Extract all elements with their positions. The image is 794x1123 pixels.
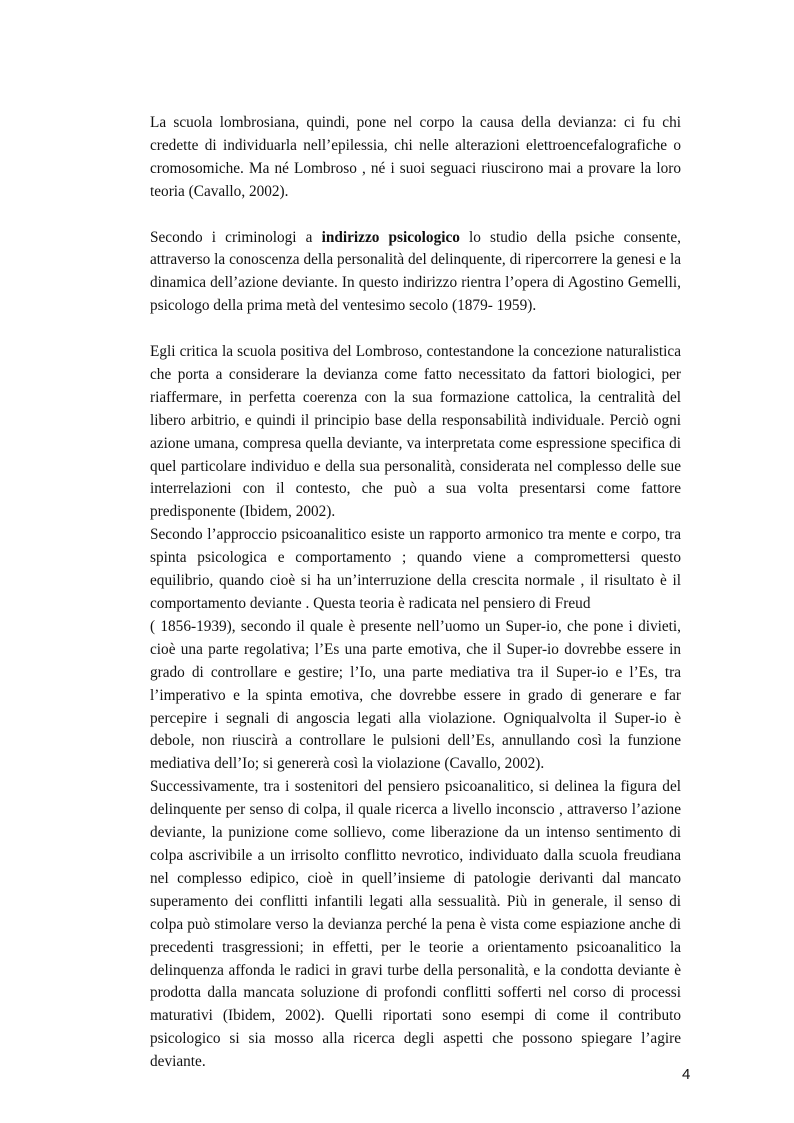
- bold-term: indirizzo psicologico: [321, 228, 460, 246]
- paragraph-text: lo studio della psiche consente, attraverso la conoscenza della personalità del delinquente, di ripercorrere la genesi e la dinamica dell’azione deviante. In questo indirizzo rientra l’opera di Agostino Gemelli, psicologo della prima metà del ventesimo secolo (1879- 1959).: [150, 228, 681, 315]
- paragraph-lombroso: La scuola lombrosiana, quindi, pone nel corpo la causa della devianza: ci fu chi credette di individuarla nell’epilessia, chi nelle alterazioni elettroencefalografiche o cromosomiche. Ma né Lombroso , né i suoi seguaci riuscirono mai a provare la loro teoria (Cavallo, 2002).: [150, 114, 681, 200]
- paragraph-text: Secondo i criminologi a: [150, 228, 322, 246]
- document-body: [150, 112, 681, 1074]
- paragraph-psicoanalitico: [150, 524, 681, 776]
- paragraph-text: ( 1856-1939), secondo il quale è presente nell’uomo un Super-io, che pone i divieti, cioè una parte regolativa; l’Es una parte emotiva, che il Super-io dovrebbe essere in grado di controllare e gestire; l’Io, una parte mediativa tra il Super-io e l’Es, tra l’imperativo e la spinta emotiva, che dovrebbe essere in grado di generare e far percepire i segnali di angoscia legati alla violazione. Ogniqualvolta il Super-io è debole, non riuscirà a controllare le pulsioni dell’Es, annullando così la funzione mediativa dell’Io; si genererà così la violazione (Cavallo, 2002).: [150, 617, 681, 773]
- paragraph-gemelli: Egli critica la scuola positiva del Lombroso, contestandone la concezione naturalistica che porta a considerare la devianza come fatto necessitato da fattori biologici, per riaffermare, in perfetta coerenza con la sua formazione cattolica, la centralità del libero arbitrio, e quindi il principio base della responsabilità individuale. Perciò ogni azione umana, compresa quella deviante, va interpretata come espressione specifica di quel particolare individuo e della sua personalità, considerata nel complesso delle sue interrelazioni con il contesto, che può a sua volta presentarsi come fattore predisponente (Ibidem, 2002).: [150, 343, 681, 521]
- paragraph-indirizzo-psicologico: [150, 227, 681, 319]
- paragraph-text: Secondo l’approccio psicoanalitico esiste un rapporto armonico tra mente e corpo, tra spinta psicologica e comportamento ; quando viene a compromettersi questo equilibrio, quando cioè si ha un’interruzione della crescita normale , il risultato è il comportamento deviante . Questa teoria è radicata nel pensiero di Freud: [150, 526, 681, 612]
- page-number: 4: [682, 1066, 691, 1083]
- paragraph-senso-di-colpa: Successivamente, tra i sostenitori del pensiero psicoanalitico, si delinea la figura del delinquente per senso di colpa, il quale ricerca a livello inconscio , attraverso l’azione deviante, la punizione come sollievo, come liberazione da un intenso sentimento di colpa ascrivibile a un irrisolto conflitto nevrotico, individuato dalla scuola freudiana nel complesso edipico, cioè in quell’insieme di patologie derivanti dal mancato superamento dei conflitti infantili legati alla sessualità. Più in generale, il senso di colpa può stimolare verso la devianza perché la pena è vista come espiazione anche di precedenti trasgressioni; in effetti, per le teorie a orientamento psicoanalitico la delinquenza affonda le radici in gravi turbe della personalità, e la condotta deviante è prodotta dalla mancata soluzione di profondi conflitti sofferti nel corso di processi maturativi (Ibidem, 2002). Quelli riportati sono esempi di come il contributo psicologico si sia mosso alla ricerca degli aspetti che possono spiegare l’agire deviante.: [150, 778, 681, 1071]
